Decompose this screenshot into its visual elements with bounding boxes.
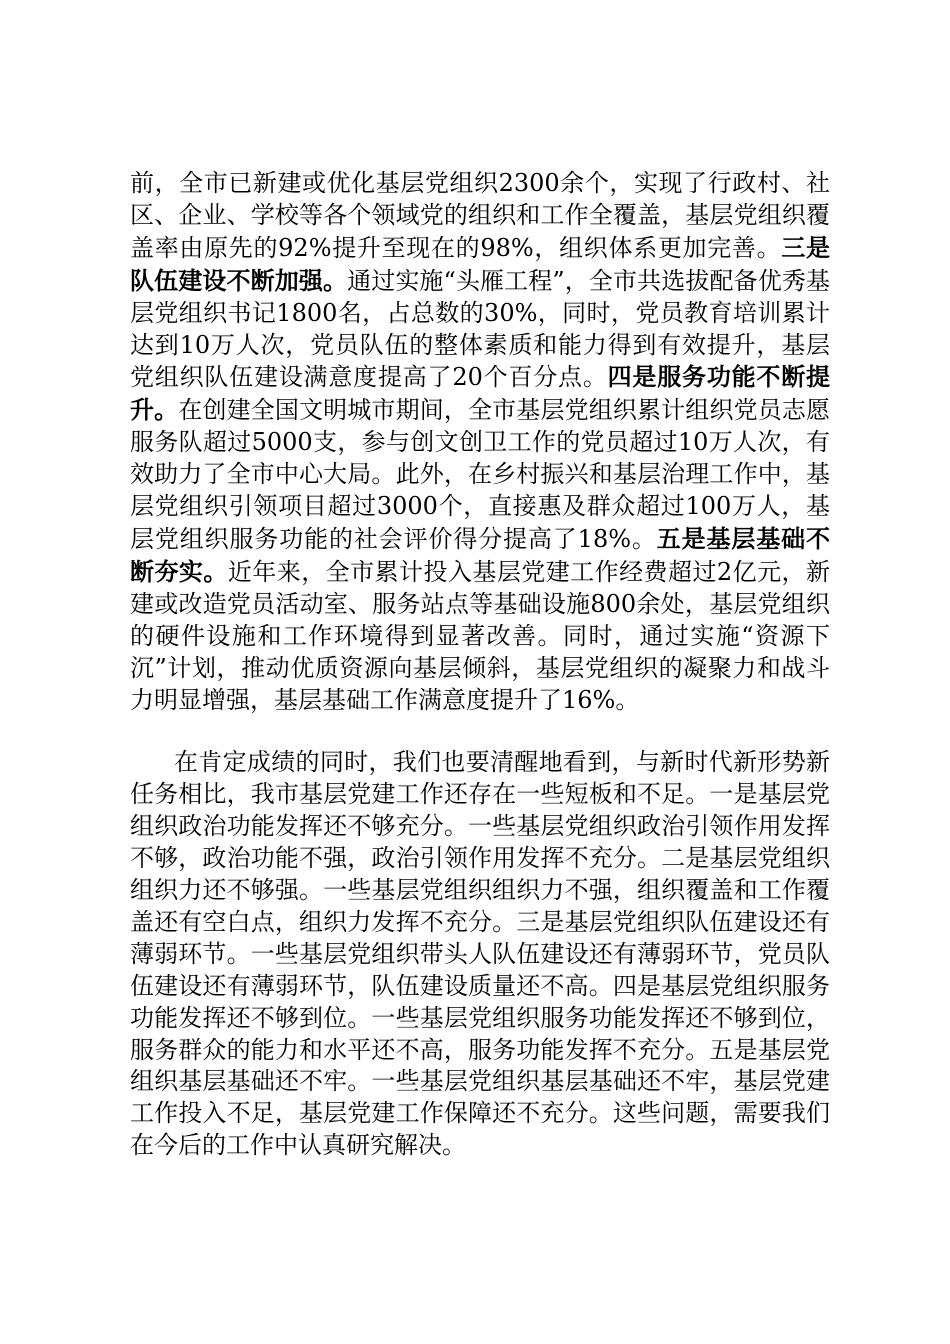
heading-grassroots-foundation: 五是基层基础不断夯实。 xyxy=(130,523,831,586)
paragraph-text: 在创建全国文明城市期间，全市基层党组织累计组织党员志愿服务队超过5000支，参与创文创卫工作的党员超过10万人次，有效助力了全市中心大局。此外，在乡村振兴和基层治理工作中，基层党组织引领项目超过3000个，直接惠及群众超过100万人，基层党组织服务功能的社会评价得分提高了18%。 xyxy=(130,396,831,553)
paragraph-text: 通过实施“头雁工程”，全市共选拔配备优秀基层党组织书记1800名，占总数的30%，同时，党员教育培训累计达到10万人次，党员队伍的整体素质和能力得到有效提升，基层党组织队伍建设满意度提高了20个百分点。 xyxy=(130,266,830,392)
document-page xyxy=(130,168,830,1162)
paragraph-shortcomings xyxy=(130,747,830,1162)
paragraph-text: 前，全市已新建或优化基层党组织2300余个，实现了行政村、社区、企业、学校等各个领域党的组织和工作全覆盖，基层党组织覆盖率由原先的92%提升至现在的98%，组织体系更加完善。 xyxy=(130,169,830,262)
paragraph-text: 在肯定成绩的同时，我们也要清醒地看到，与新时代新形势新任务相比，我市基层党建工作还存在一些短板和不足。一是基层党组织政治功能发挥还不够充分。一些基层党组织政治引领作用发挥不够，政治功能不强，政治引领作用发挥不充分。二是基层党组织组织力还不够强。一些基层党组织组织力不强，组织覆盖和工作覆盖还有空白点，组织力发挥不充分。三是基层党组织队伍建设还有薄弱环节。一些基层党组织带头人队伍建设还有薄弱环节，党员队伍建设还有薄弱环节，队伍建设质量还不高。四是基层党组织服务功能发挥还不够到位。一些基层党组织服务功能发挥还不够到位，服务群众的能力和水平还不高，服务功能发挥不充分。五是基层党组织基层基础还不牢。一些基层党组织基层基础还不牢，基层党建工作投入不足，基层党建工作保障还不充分。这些问题，需要我们在今后的工作中认真研究解决。 xyxy=(130,748,830,1160)
paragraph-achievements xyxy=(130,168,830,716)
heading-team-building: 三是队伍建设不断加强。 xyxy=(130,232,831,295)
heading-service-function: 四是服务功能不断提升。 xyxy=(130,362,830,425)
paragraph-text: 近年来，全市累计投入基层党建工作经费超过2亿元，新建或改造党员活动室、服务站点等基础设施800余处，基层党组织的硬件设施和工作环境得到显著改善。同时，通过实施“资源下沉”计划，推动优质资源向基层倾斜，基层党组织的凝聚力和战斗力明显增强，基层基础工作满意度提升了16%。 xyxy=(130,557,830,714)
